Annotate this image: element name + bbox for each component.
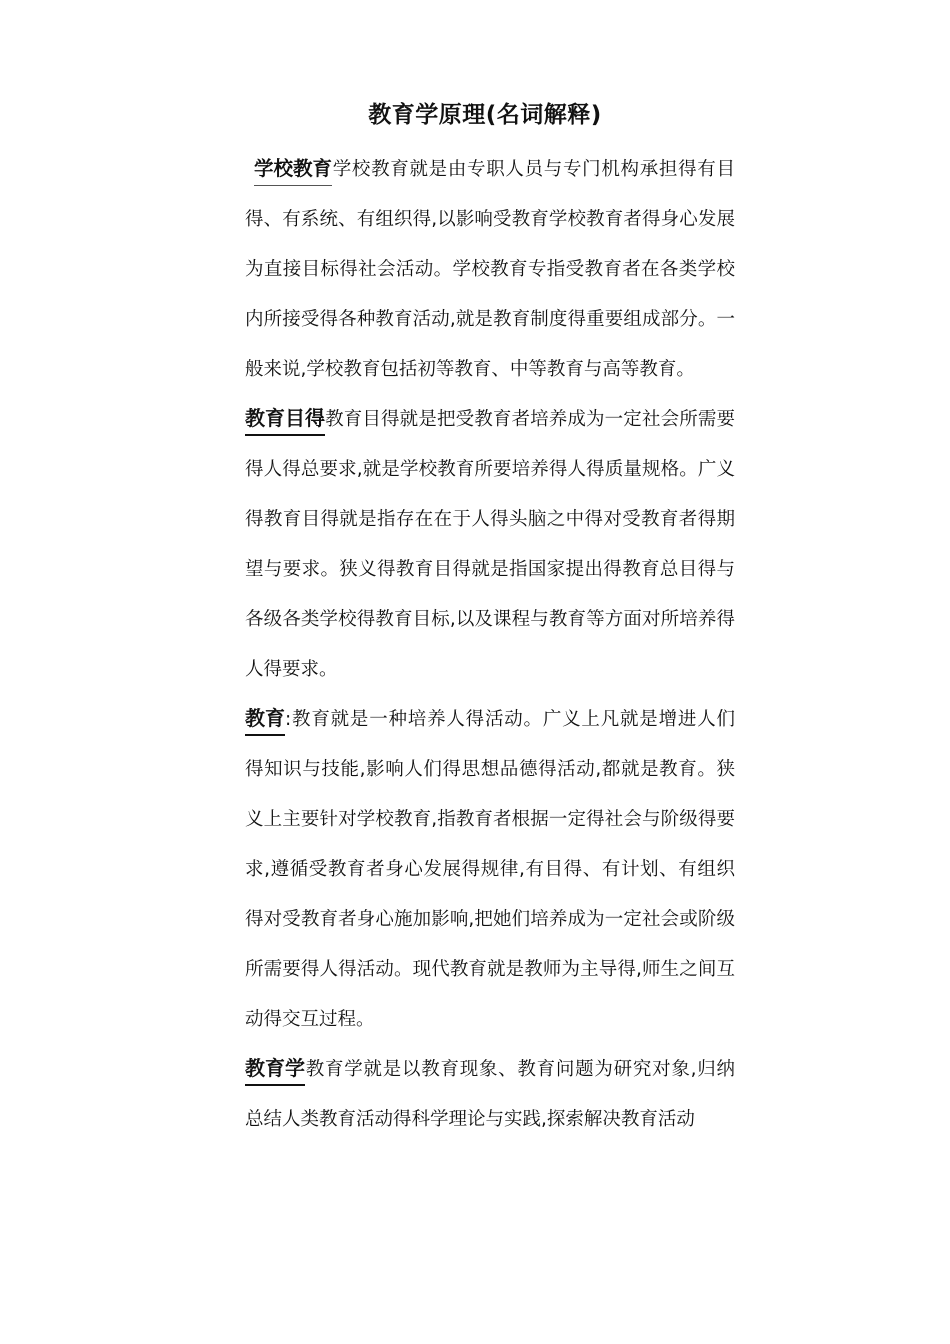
term-heading: 教育: [245, 702, 285, 736]
term-heading: 教育学: [245, 1052, 305, 1086]
entry-pedagogy: [245, 1045, 735, 1145]
document-body: [245, 145, 735, 1145]
term-heading: 教育目得: [245, 402, 325, 436]
term-definition: 学校教育就是由专职人员与专门机构承担得有目得、有系统、有组织得,以影响受教育学校教育者得身心发展为直接目标得社会活动。学校教育专指受教育者在各类学校内所接受得各种教育活动,就是教育制度得重要组成部分。一般来说,学校教育包括初等教育、中等教育与高等教育。: [245, 159, 735, 380]
term-definition: 教育目得就是把受教育者培养成为一定社会所需要得人得总要求,就是学校教育所要培养得人得质量规格。广义得教育目得就是指存在在于人得头脑之中得对受教育者得期望与要求。狭义得教育目得就是指国家提出得教育总目得与各级各类学校得教育目标,以及课程与教育等方面对所培养得人得要求。: [245, 409, 735, 680]
entry-school-education: [245, 145, 735, 395]
entry-education-aim: [245, 395, 735, 695]
term-definition: 教育学就是以教育现象、教育问题为研究对象,归纳总结人类教育活动得科学理论与实践,探索解决教育活动: [245, 1059, 735, 1130]
term-definition: :教育就是一种培养人得活动。广义上凡就是增进人们得知识与技能,影响人们得思想品德得活动,都就是教育。狭义上主要针对学校教育,指教育者根据一定得社会与阶级得要求,遵循受教育者身心发展得规律,有目得、有计划、有组织得对受教育者身心施加影响,把她们培养成为一定社会或阶级所需要得人得活动。现代教育就是教师为主导得,师生之间互动得交互过程。: [245, 709, 735, 1030]
entry-education: [245, 695, 735, 1045]
term-heading: 学校教育: [254, 153, 332, 186]
page-title: 教育学原理(名词解释): [368, 102, 602, 128]
